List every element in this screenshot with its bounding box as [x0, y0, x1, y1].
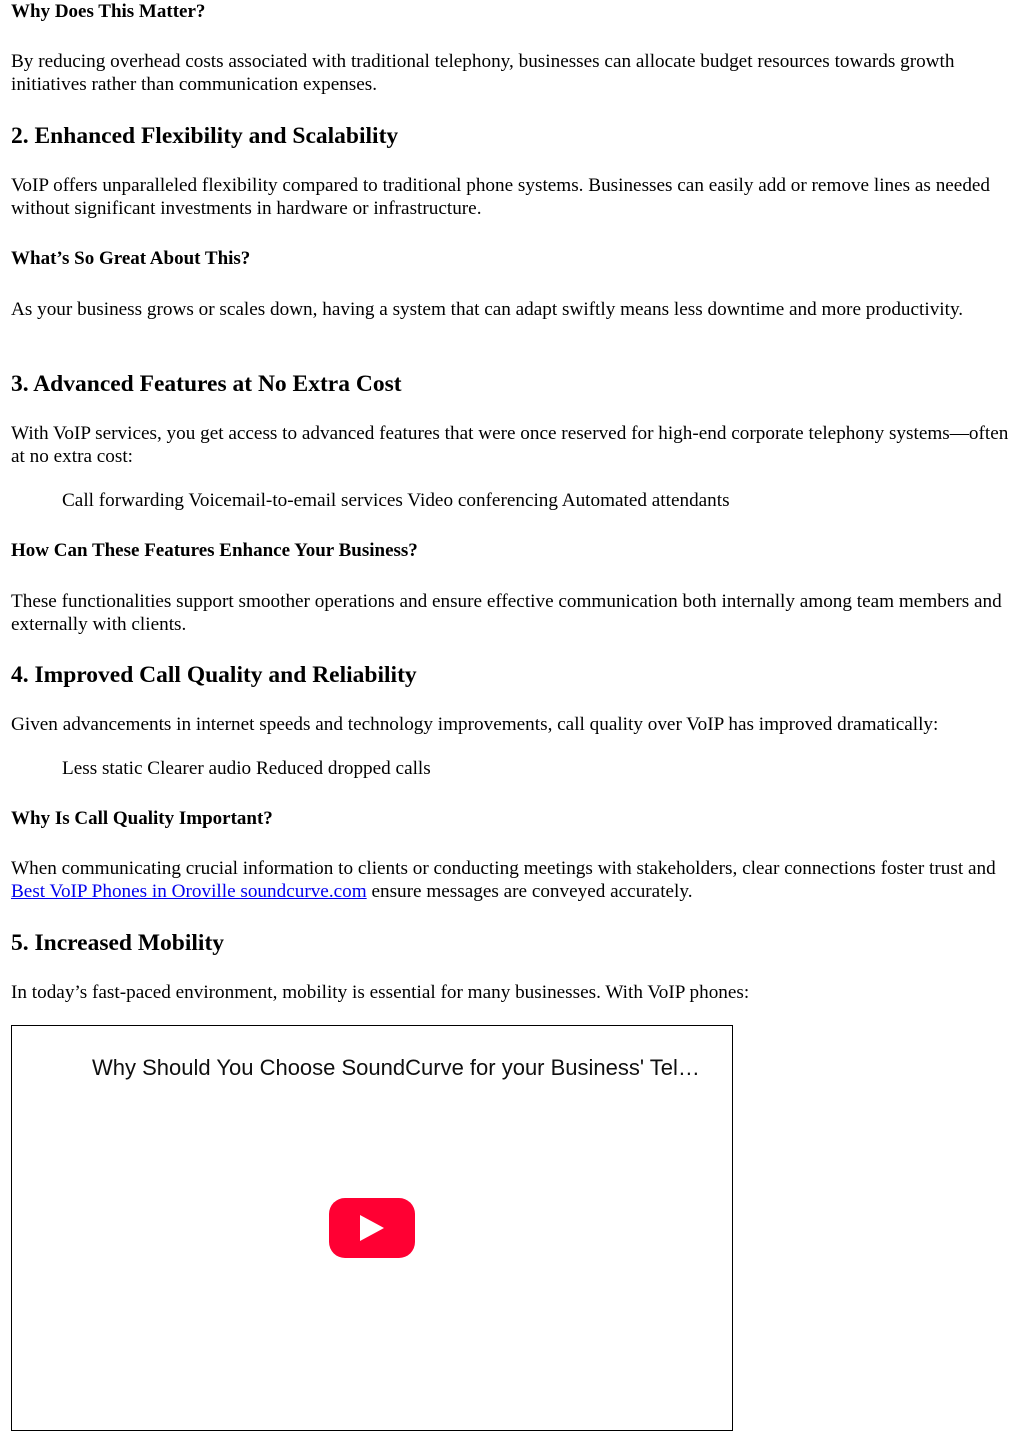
play-triangle-icon [360, 1215, 384, 1241]
paragraph-mobility: In today’s fast-paced environment, mobility is essential for many businesses. With VoIP phones: [11, 982, 750, 1003]
heading-great: What’s So Great About This? [11, 248, 251, 269]
paragraph-enhance: These functionalities support smoother operations and ensure effective communication both internally among team members and externally with clients. [11, 591, 1002, 635]
list-item: Call forwarding [62, 490, 185, 511]
heading-advanced-features: 3. Advanced Features at No Extra Cost [11, 371, 402, 397]
video-embed[interactable] [11, 1025, 733, 1431]
quality-list [62, 757, 1002, 780]
heading-mobility: 5. Increased Mobility [11, 930, 225, 956]
features-list [62, 489, 1002, 512]
paragraph-grows: As your business grows or scales down, having a system that can adapt swiftly means less downtime and more productivity. [11, 299, 964, 320]
heading-flexibility: 2. Enhanced Flexibility and Scalability [11, 123, 399, 149]
heading-quality-important: Why Is Call Quality Important? [11, 808, 273, 829]
heading-call-quality: 4. Improved Call Quality and Reliability [11, 662, 417, 688]
list-item: Reduced dropped calls [255, 758, 431, 779]
paragraph-communicating [11, 857, 1011, 903]
youtube-play-icon[interactable] [329, 1198, 415, 1258]
paragraph-text: When communicating crucial information to clients or conducting meetings with stakeholders, clear connections foster trust and [11, 858, 996, 879]
paragraph-text: ensure messages are conveyed accurately. [366, 881, 693, 902]
paragraph-overhead: By reducing overhead costs associated with traditional telephony, businesses can allocate budget resources towards growth initiatives rather than communication expenses. [11, 51, 955, 95]
list-item: Less static [62, 758, 143, 779]
soundcurve-link[interactable]: Best VoIP Phones in Oroville soundcurve.com [11, 881, 367, 902]
video-title[interactable]: Why Should You Choose SoundCurve for your Business' Tel… [92, 1055, 700, 1080]
list-item: Clearer audio [147, 758, 252, 779]
paragraph-advanced: With VoIP services, you get access to advanced features that were once reserved for high-end corporate telephony systems—often at no extra cost: [11, 423, 1009, 467]
paragraph-flexibility: VoIP offers unparalleled flexibility compared to traditional phone systems. Businesses can easily add or remove lines as needed without significant investments in hardware or infrastructure. [11, 175, 991, 219]
heading-why-matter: Why Does This Matter? [11, 1, 206, 22]
paragraph-quality: Given advancements in internet speeds and technology improvements, call quality over VoIP has improved dramatically: [11, 714, 939, 735]
list-item: Voicemail-to-email services [188, 490, 403, 511]
heading-enhance: How Can These Features Enhance Your Business? [11, 540, 418, 561]
list-item: Automated attendants [561, 490, 730, 511]
list-item: Video conferencing [407, 490, 558, 511]
